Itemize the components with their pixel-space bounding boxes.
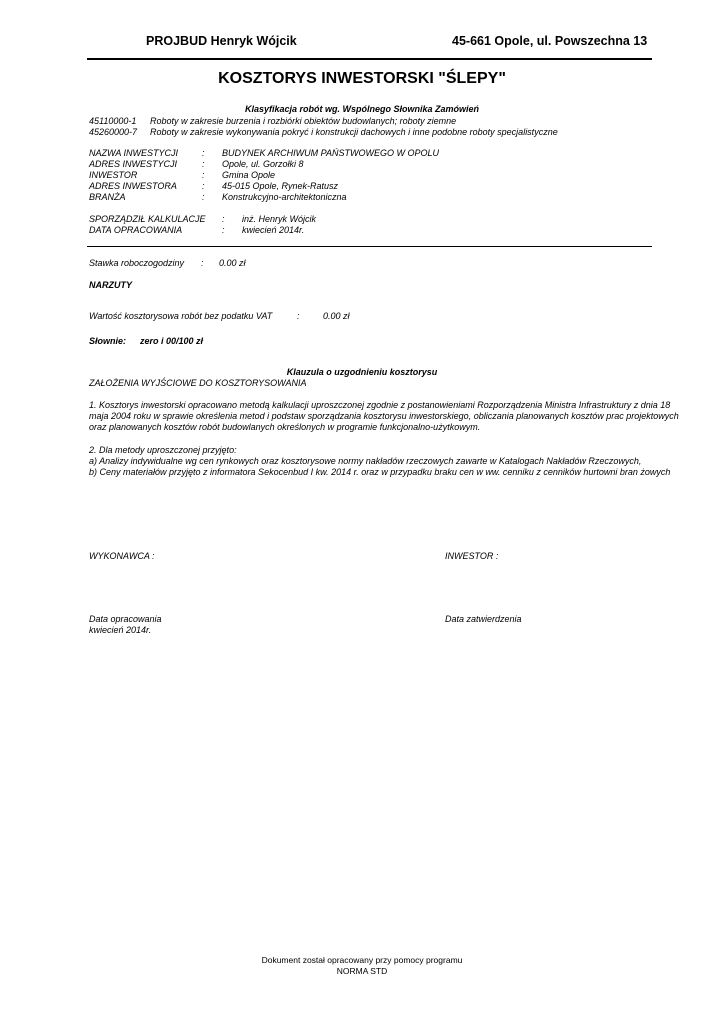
- detail-label: ADRES INWESTYCJI: [89, 159, 178, 169]
- detail-separator: :: [202, 148, 205, 158]
- detail-separator: :: [202, 181, 205, 191]
- rate-value: 0.00 zł: [219, 258, 246, 268]
- classification-heading: Klasyfikacja robót wg. Wspólnego Słownika Zamówień: [244, 104, 480, 114]
- header-rule: [87, 58, 652, 60]
- detail-label: INWESTOR: [89, 170, 138, 180]
- date-approved-label: Data zatwierdzenia: [445, 614, 522, 624]
- value-label: Wartość kosztorysowa robót bez podatku VAT: [89, 311, 273, 321]
- prepared-separator: :: [222, 214, 225, 224]
- company-name: PROJBUD Henryk Wójcik: [146, 34, 297, 48]
- narzuty-heading: NARZUTY: [89, 280, 132, 290]
- investment-details: [89, 148, 439, 203]
- prepared-value: kwiecień 2014r.: [242, 225, 305, 235]
- date-prepared: [89, 614, 162, 636]
- company-address: 45-661 Opole, ul. Powszechna 13: [452, 34, 648, 48]
- detail-value: 45-015 Opole, Rynek-Ratusz: [222, 181, 339, 191]
- amount-in-words: [89, 336, 203, 346]
- clause-subheading: ZAŁOŻENIA WYJŚCIOWE DO KOSZTORYSOWANIA: [89, 378, 307, 388]
- section-rule: [87, 246, 652, 247]
- total-value: [89, 311, 350, 321]
- prepared-label: DATA OPRACOWANIA: [89, 225, 183, 235]
- clause-paragraph-2: [89, 445, 679, 478]
- hourly-rate: [89, 258, 246, 268]
- rate-label: Stawka roboczogodziny: [89, 258, 185, 268]
- prepared-label: SPORZĄDZIŁ KALKULACJE: [89, 214, 206, 224]
- footer-line-1: Dokument został opracowany przy pomocy programu: [261, 955, 463, 965]
- classification-item: [89, 127, 558, 138]
- detail-value: Opole, ul. Gorzołki 8: [222, 159, 304, 169]
- clause-line: b) Ceny materiałów przyjęto z informatora Sekocenbud I kw. 2014 r. oraz w przypadku braku cen w ww. cenniku z cenników hurtowni bran żowych: [89, 467, 671, 477]
- detail-row: [89, 181, 439, 192]
- classification-list: [89, 116, 558, 138]
- clause-line: a) Analizy indywidualne wg cen rynkowych oraz kosztorysowe normy nakładów rzeczowych zawarte w Katalogach Nakładów Rzeczowych,: [89, 456, 642, 466]
- prepared-details: [89, 214, 316, 236]
- detail-value: Konstrukcyjno-architektoniczna: [222, 192, 347, 202]
- detail-row: [89, 170, 439, 181]
- detail-row: [89, 159, 439, 170]
- cpv-description: Roboty w zakresie burzenia i rozbiórki obiektów budowlanych; roboty ziemne: [150, 116, 457, 126]
- rate-separator: :: [201, 258, 204, 268]
- detail-label: ADRES INWESTORA: [89, 181, 177, 191]
- footer: [0, 955, 724, 977]
- words-value: zero i 00/100 zł: [140, 336, 204, 346]
- words-label: Słownie:: [89, 336, 127, 346]
- prepared-row: [89, 214, 316, 225]
- detail-row: [89, 148, 439, 159]
- clause-heading: Klauzula o uzgodnieniu kosztorysu: [286, 367, 438, 377]
- detail-separator: :: [202, 192, 205, 202]
- prepared-separator: :: [222, 225, 225, 235]
- investor-label: INWESTOR :: [445, 551, 499, 561]
- clause-line: 2. Dla metody uproszczonej przyjęto:: [89, 445, 237, 455]
- date-prepared-label: Data opracowania: [89, 614, 162, 624]
- detail-label: BRANŻA: [89, 192, 126, 202]
- value-amount: 0.00 zł: [323, 311, 350, 321]
- value-separator: :: [297, 311, 300, 321]
- classification-item: [89, 116, 558, 127]
- footer-line-2: NORMA STD: [336, 966, 388, 976]
- prepared-value: inż. Henryk Wójcik: [242, 214, 317, 224]
- detail-value: BUDYNEK ARCHIWUM PAŃSTWOWEGO W OPOLU: [222, 148, 440, 158]
- cpv-code: 45110000-1: [89, 116, 137, 126]
- document-title: KOSZTORYS INWESTORSKI "ŚLEPY": [218, 70, 506, 87]
- detail-separator: :: [202, 170, 205, 180]
- date-prepared-value: kwiecień 2014r.: [89, 625, 152, 635]
- cpv-code: 45260000-7: [89, 127, 138, 137]
- cpv-description: Roboty w zakresie wykonywania pokryć i konstrukcji dachowych i inne podobne roboty specjalistyczne: [150, 127, 558, 137]
- clause-paragraph-1: 1. Kosztorys inwestorski opracowano metodą kalkulacji uproszczonej zgodnie z postanowieniami Rozporządzenia Ministra Infrastruktury z dnia 18 maja 2004 roku w sprawie określenia metod i podstaw sporządzania kosztorysu inwestorskiego, obliczania planowanych kosztów prac projektowych oraz planowanych kosztów robót budowlanych określonych w programie funkcjonalno-użytkowym.: [89, 400, 679, 432]
- detail-row: [89, 192, 439, 203]
- detail-label: NAZWA INWESTYCJI: [89, 148, 179, 158]
- detail-separator: :: [202, 159, 205, 169]
- contractor-label: WYKONAWCA :: [89, 551, 155, 561]
- detail-value: Gmina Opole: [222, 170, 276, 180]
- prepared-row: [89, 225, 316, 236]
